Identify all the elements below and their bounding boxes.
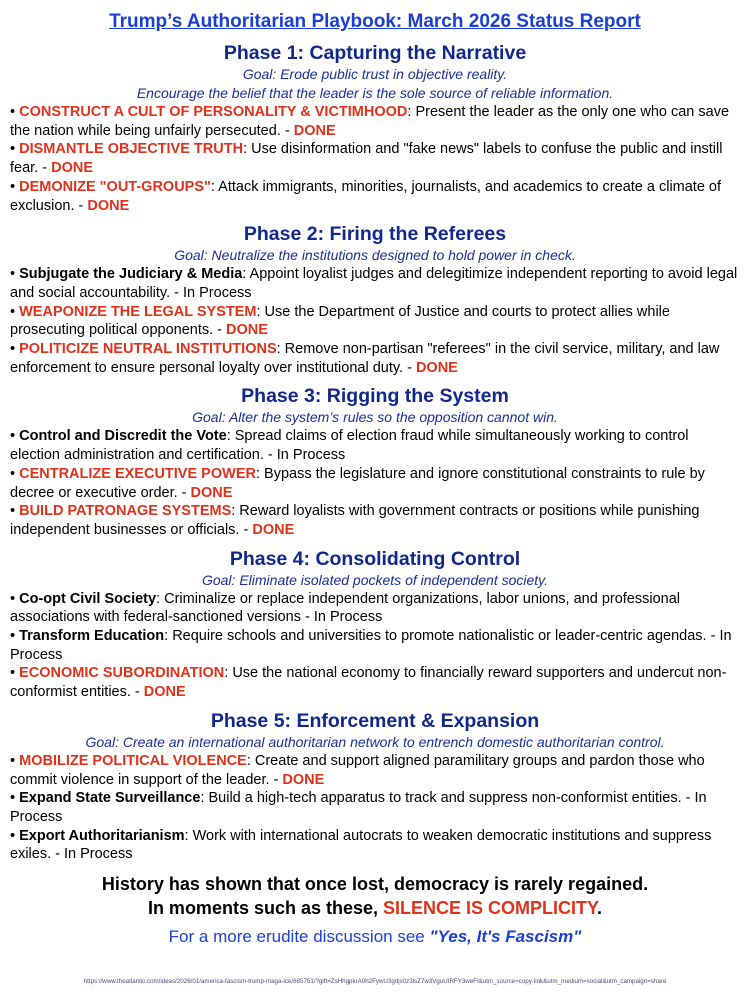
phase-title: Phase 1: Capturing the Narrative (223, 42, 527, 64)
tactic-name: DISMANTLE OBJECTIVE TRUTH (19, 141, 244, 158)
phase-goal: Encourage the belief that the leader is the sole source of reliable information. (136, 85, 614, 101)
tactic-item (10, 502, 740, 539)
status-done: DONE (293, 122, 336, 139)
status-done: DONE (87, 197, 130, 214)
phase-goal: Goal: Eliminate isolated pockets of independent society. (201, 571, 549, 588)
tactic-list (10, 265, 740, 377)
tactic-item (10, 789, 740, 826)
tactic-item (10, 427, 740, 464)
phase-goal: Goal: Alter the system’s rules so the opposition cannot win. (192, 409, 558, 426)
status-done: DONE (51, 160, 94, 177)
tactic-item (10, 303, 740, 340)
tactic-description: : Work with international autocrats to weaken democratic institutions and suppress exiles. - In Process (10, 827, 712, 863)
tactic-description: : Attack immigrants, minorities, journalists, and academics to create a climate of exclusion. - (10, 178, 722, 214)
tactic-description: : Criminalize or replace independent organizations, labor unions, and professional associations with federal-sanctioned versions - In Process (10, 590, 681, 626)
tactic-name: CONSTRUCT A CULT OF PERSONALITY & VICTIMHOOD (19, 104, 408, 120)
tactic-description: : Reward loyalists with government contracts or positions while punishing independent businesses or officials. - (10, 503, 700, 538)
tactic-description: : Require schools and universities to promote nationalistic or leader-centric agendas. - In Process (10, 628, 732, 663)
tactic-name: ECONOMIC SUBORDINATION (19, 665, 225, 682)
tactic-item (10, 340, 740, 377)
tactic-description: : Spread claims of election fraud while simultaneously working to control election administration and certification. - In Process (10, 428, 689, 464)
tactic-item (10, 140, 740, 177)
further-reading (10, 924, 740, 950)
bullet: • (10, 341, 16, 358)
tactic-description: : Use disinformation and "fake news" labels to confuse the public and instill fear. - (10, 141, 723, 177)
tactic-description: : Use the national economy to financially reward supporters and undercut non-conformist entities. - (10, 665, 727, 701)
silence-emphasis: SILENCE IS COMPLICITY (383, 898, 598, 919)
phases-container (10, 41, 740, 864)
closing-statement: History has shown that once lost, democracy is rarely regained. (101, 874, 649, 895)
bullet: • (10, 465, 16, 482)
status-done: DONE (282, 771, 325, 788)
tactic-item (10, 103, 740, 140)
tactic-item (10, 178, 740, 215)
tactic-list (10, 590, 740, 702)
bullet: • (10, 752, 16, 769)
tactic-item (10, 752, 740, 789)
phase-section (10, 547, 740, 702)
closing-call-prefix: In moments such as these, (147, 898, 384, 919)
phase-title: Phase 3: Rigging the System (241, 385, 509, 408)
phase-title: Phase 2: Firing the Referees (243, 223, 507, 246)
closing-call-suffix: . (597, 898, 603, 919)
phase-goal: Goal: Neutralize the institutions designed to hold power in check. (174, 247, 576, 264)
bullet: • (10, 303, 16, 320)
tactic-name: Expand State Surveillance (19, 790, 201, 807)
document-title: Trump’s Authoritarian Playbook: March 2026 Status Report (109, 11, 641, 32)
bullet: • (10, 428, 16, 445)
tactic-description: : Remove non-partisan "referees" in the civil service, military, and law enforcement to ensure personal loyalty over institutional duty. - (10, 341, 720, 376)
tactic-name: Transform Education (19, 628, 165, 645)
tactic-list (10, 752, 740, 864)
closing-section (10, 872, 740, 950)
tactic-name: Subjugate the Judiciary & Media (19, 266, 243, 283)
phase-section (10, 222, 740, 377)
status-done: DONE (226, 322, 268, 339)
phase-title: Phase 4: Consolidating Control (229, 547, 521, 570)
bullet: • (10, 266, 16, 283)
source-url[interactable]: https://www.theatlantic.com/ideas/2026/01/america-fascism-trump-maga-ice/685751/?gift=ZsHhgpkrA0h2FywU3gdjs0z3lsZ7w3VguUtRFY3weFI&utm_source=copy-link&utm_medium=social&utm_campaign=share (83, 978, 667, 985)
status-done: DONE (415, 359, 458, 376)
tactic-name: BUILD PATRONAGE SYSTEMS (19, 503, 232, 520)
tactic-item (10, 627, 740, 664)
bullet: • (10, 827, 16, 844)
tactic-name: WEAPONIZE THE LEGAL SYSTEM (19, 303, 257, 320)
tactic-description: : Build a high-tech apparatus to track and suppress non-conformist entities. - In Process (10, 790, 707, 825)
tactic-item (10, 827, 740, 864)
tactic-description: : Appoint loyalist judges and delegitimize independent reporting to avoid legal and social accountability. - In Process (10, 266, 738, 301)
tactic-description: : Create and support aligned paramilitary groups and pardon those who commit violence in support of the leader. - (10, 752, 705, 788)
tactic-name: Export Authoritarianism (19, 827, 185, 844)
tactic-description: : Use the Department of Justice and courts to protect allies while prosecuting political opponents. - (10, 303, 670, 339)
phase-section (10, 384, 740, 539)
further-reading-prefix: For a more erudite discussion see (168, 927, 430, 947)
tactic-item (10, 465, 740, 502)
phase-section (10, 709, 740, 864)
tactic-name: Co-opt Civil Society (19, 590, 157, 607)
bullet: • (10, 790, 16, 807)
bullet: • (10, 178, 16, 195)
tactic-name: DEMONIZE "OUT-GROUPS" (19, 178, 211, 195)
tactic-name: MOBILIZE POLITICAL VIOLENCE (19, 752, 247, 769)
tactic-item (10, 265, 740, 302)
phase-goal: Goal: Erode public trust in objective reality. (242, 66, 508, 82)
status-done: DONE (252, 521, 295, 538)
bullet: • (10, 503, 16, 520)
tactic-item (10, 664, 740, 701)
bullet: • (10, 628, 16, 645)
bullet: • (10, 141, 16, 158)
tactic-description: : Present the leader as the only one who can save the nation while being unfairly persecuted. - (10, 104, 730, 139)
tactic-description: : Bypass the legislature and ignore constitutional constraints to rule by decree or executive order. - (10, 465, 705, 501)
bullet: • (10, 665, 16, 682)
tactic-name: CENTRALIZE EXECUTIVE POWER (19, 465, 256, 482)
status-done: DONE (143, 684, 186, 701)
phase-section (10, 41, 740, 215)
tactic-list (10, 103, 740, 215)
tactic-list (10, 427, 740, 539)
article-link[interactable]: "Yes, It's Fascism" (429, 927, 582, 947)
phase-title: Phase 5: Enforcement & Expansion (210, 709, 540, 732)
tactic-item (10, 590, 740, 627)
bullet: • (10, 590, 16, 607)
tactic-name: POLITICIZE NEUTRAL INSTITUTIONS (19, 341, 277, 358)
tactic-name: Control and Discredit the Vote (19, 428, 227, 445)
bullet: • (10, 104, 16, 120)
status-done: DONE (190, 484, 233, 501)
closing-call (10, 896, 740, 920)
phase-goal: Goal: Create an international authoritarian network to entrench domestic authoritarian control. (85, 733, 665, 750)
